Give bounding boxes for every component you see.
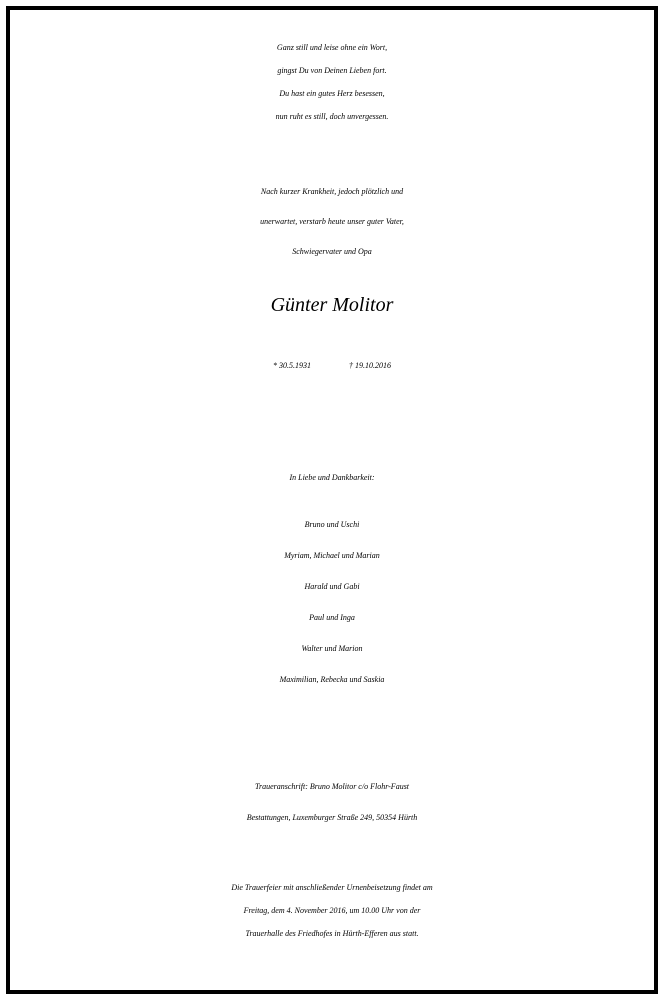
poem-line: Du hast ein gutes Herz besessen,	[279, 89, 385, 98]
funeral-info-line: Freitag, dem 4. November 2016, um 10.00 Uhr von der	[243, 906, 421, 915]
family-member: Myriam, Michael und Marian	[284, 551, 380, 560]
deceased-name: Günter Molitor	[270, 294, 394, 316]
thanks-heading: In Liebe und Dankbarkeit:	[289, 473, 375, 482]
address-line: Traueranschrift: Bruno Molitor c/o Flohr-Faust	[254, 782, 410, 791]
birth-date: * 30.5.1931	[273, 361, 311, 370]
poem-line: Ganz still und leise ohne ein Wort,	[276, 43, 388, 52]
address-line: Bestattungen, Luxemburger Straße 249, 50354 Hürth	[246, 813, 418, 822]
intro-line: Schwiegervater und Opa	[292, 247, 372, 256]
family-member: Walter und Marion	[301, 644, 363, 653]
life-dates	[10, 361, 654, 370]
family-member: Harald und Gabi	[304, 582, 360, 591]
funeral-info-line: Die Trauerfeier mit anschließender Urnenbeisetzung findet am	[231, 883, 433, 892]
poem-line: gingst Du von Deinen Lieben fort.	[277, 66, 387, 75]
family-member: Paul und Inga	[309, 613, 355, 622]
funeral-info-line: Trauerhalle des Friedhofes in Hürth-Efferen aus statt.	[245, 929, 419, 938]
obituary-frame	[6, 6, 658, 994]
poem-line: nun ruht es still, doch unvergessen.	[275, 112, 389, 121]
intro-line: unerwartet, verstarb heute unser guter Vater,	[260, 217, 404, 226]
death-date: † 19.10.2016	[349, 361, 391, 370]
intro-line: Nach kurzer Krankheit, jedoch plötzlich und	[260, 187, 404, 196]
family-member: Bruno und Uschi	[304, 520, 360, 529]
family-member: Maximilian, Rebecka und Saskia	[279, 675, 385, 684]
